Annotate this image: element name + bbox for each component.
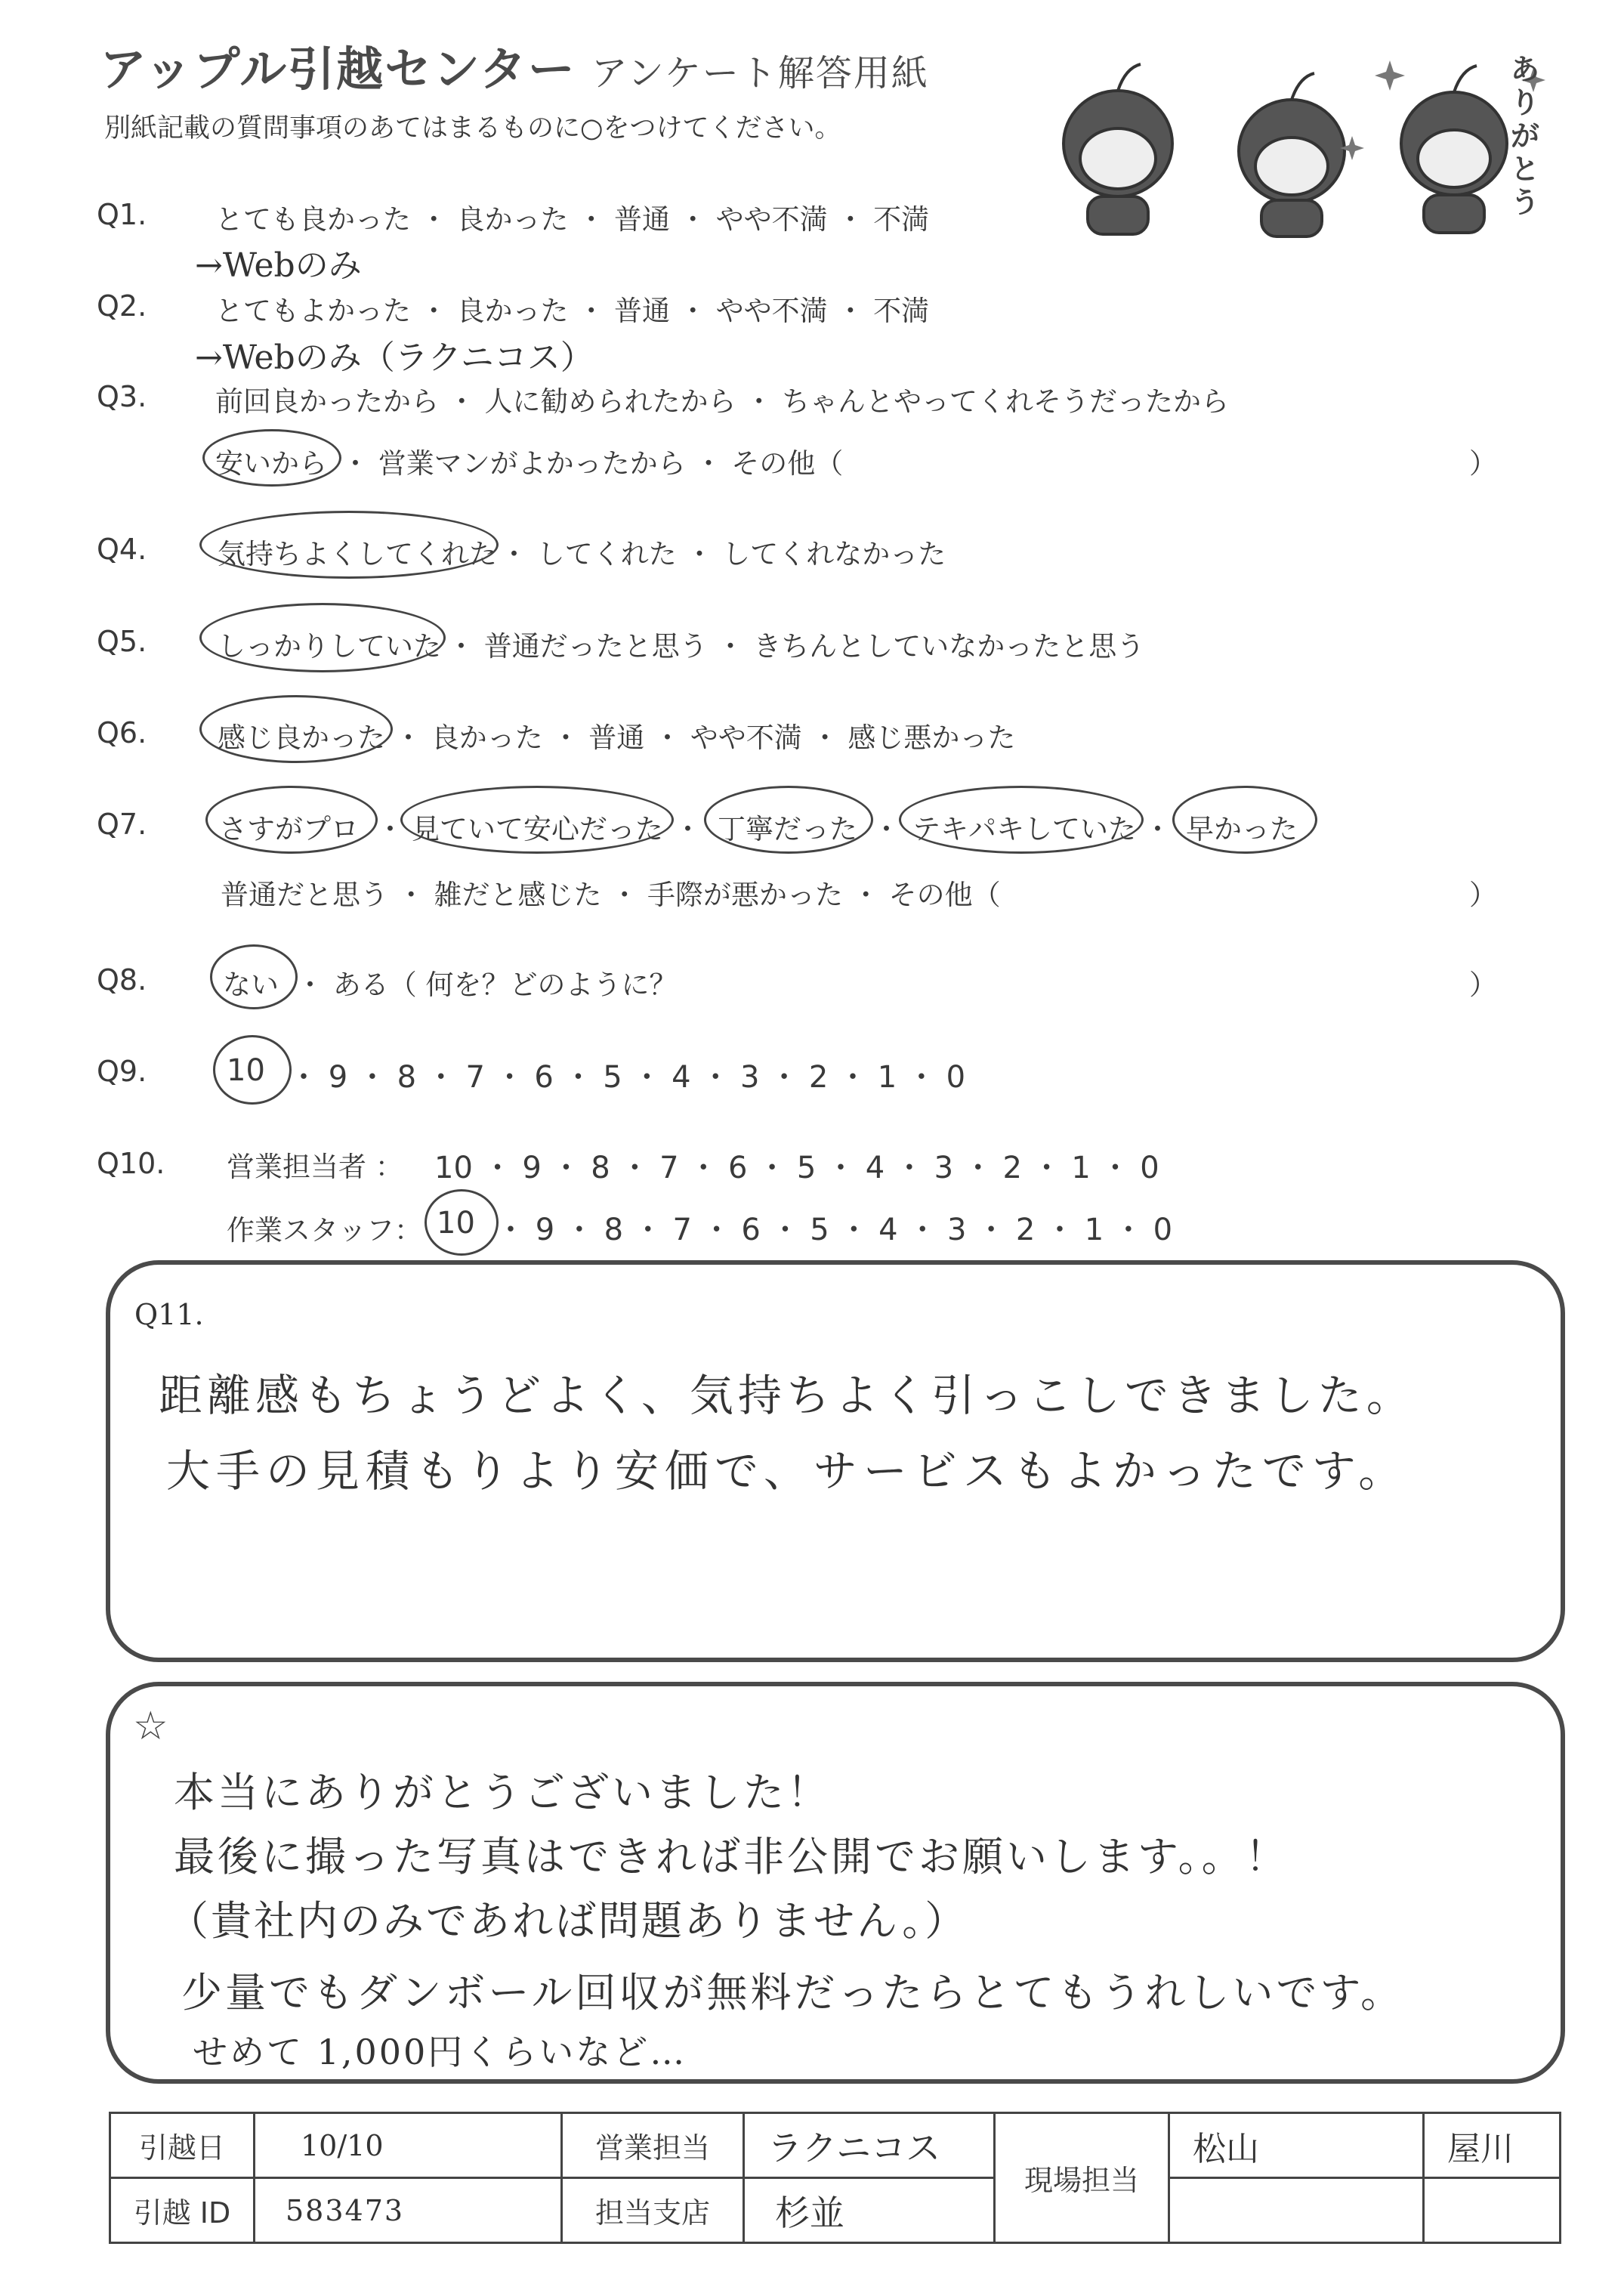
sales-rep-label: 営業担当 bbox=[562, 2113, 744, 2178]
site-staff-value-1: 松山 bbox=[1169, 2113, 1424, 2178]
q7-option-reassuring[interactable]: 見ていて安心だった bbox=[412, 813, 663, 845]
q10-staff-option-10[interactable]: 10 bbox=[437, 1206, 475, 1241]
answer-circle bbox=[199, 511, 499, 579]
q3-label: Q3. bbox=[97, 380, 147, 413]
mascot-illustration bbox=[1035, 45, 1579, 242]
q9-scale-rest[interactable]: ・ 9 ・ 8 ・ 7 ・ 6 ・ 5 ・ 4 ・ 3 ・ 2 ・ 1 ・ 0 bbox=[289, 1060, 966, 1095]
q3-close-paren: ） bbox=[1469, 447, 1497, 480]
answer-circle bbox=[199, 603, 446, 672]
answer-circle bbox=[213, 1035, 292, 1105]
answer-circle bbox=[205, 786, 378, 854]
answer-circle bbox=[899, 786, 1144, 854]
q4-options-rest[interactable]: ・ してくれた ・ してくれなかった bbox=[500, 538, 946, 570]
answer-circle bbox=[400, 786, 674, 854]
q9-option-10[interactable]: 10 bbox=[227, 1053, 265, 1088]
q6-option-good-feeling[interactable]: 感じ良かった bbox=[218, 722, 385, 754]
site-staff-label: 現場担当 bbox=[995, 2113, 1169, 2243]
q7-option-polite[interactable]: 丁寧だった bbox=[718, 813, 857, 845]
move-id-value: 583473 bbox=[255, 2178, 562, 2243]
q7-dot: ・ bbox=[674, 813, 702, 845]
company-name: アップル引越センター bbox=[100, 42, 576, 97]
move-date-value: 10/10 bbox=[255, 2113, 562, 2178]
sales-rep-value: ラクニコス bbox=[744, 2113, 995, 2178]
q9-label: Q9. bbox=[97, 1055, 147, 1088]
q7-label: Q7. bbox=[97, 808, 147, 841]
instruction-text: 別紙記載の質問事項のあてはまるものに○をつけてください。 bbox=[104, 113, 841, 144]
q5-label: Q5. bbox=[97, 625, 147, 658]
q11-comment-line2: 大手の見積もりより安価で、サービスもよかったです。 bbox=[166, 1445, 1409, 1497]
site-staff-value-2: 屋川 bbox=[1424, 2113, 1561, 2178]
q4-option-pleasant[interactable]: 気持ちよくしてくれた bbox=[218, 538, 497, 570]
q6-label: Q6. bbox=[97, 716, 147, 749]
q10-label: Q10. bbox=[97, 1147, 165, 1180]
q1-handwritten-note: →Webのみ bbox=[195, 246, 362, 285]
mascot-caption: ありがとう bbox=[1511, 53, 1540, 219]
monkey-icon bbox=[1064, 64, 1172, 234]
q10-sales-label: 営業担当者 ： bbox=[227, 1151, 403, 1183]
monkey-icon bbox=[1239, 73, 1345, 236]
move-date-label: 引越日 bbox=[110, 2113, 255, 2178]
q7-options-line2[interactable]: 普通だと思う ・ 雑だと感じた ・ 手際が悪かった ・ その他（ bbox=[221, 879, 1001, 911]
branch-label: 担当支店 bbox=[562, 2178, 744, 2243]
comment-line4: 少量でもダンボール回収が無料だったらとてもうれしいです。 bbox=[181, 1969, 1405, 2016]
q7-dot: ・ bbox=[376, 813, 404, 845]
q5-options-rest[interactable]: ・ 普通だったと思う ・ きちんとしていなかったと思う bbox=[447, 630, 1145, 663]
move-id-label: 引越 ID bbox=[110, 2178, 255, 2243]
empty-cell bbox=[1424, 2178, 1561, 2243]
star-icon: ☆ bbox=[133, 1704, 168, 1749]
q7-option-fast[interactable]: 早かった bbox=[1186, 813, 1298, 845]
q11-label: Q11. bbox=[134, 1298, 204, 1331]
q8-label: Q8. bbox=[97, 963, 147, 997]
monkey-icon bbox=[1401, 66, 1507, 233]
q3-option-cheap[interactable]: 安いから bbox=[215, 447, 327, 480]
q1-options[interactable]: とても良かった ・ 良かった ・ 普通 ・ やや不満 ・ 不満 bbox=[215, 203, 930, 236]
q6-options-rest[interactable]: ・ 良かった ・ 普通 ・ やや不満 ・ 感じ悪かった bbox=[394, 722, 1016, 754]
comment-line2: 最後に撮った写真はできれば非公開でお願いします。。！ bbox=[174, 1833, 1289, 1880]
q10-staff-scale-rest[interactable]: ・ 9 ・ 8 ・ 7 ・ 6 ・ 5 ・ 4 ・ 3 ・ 2 ・ 1 ・ 0 bbox=[496, 1213, 1173, 1247]
q2-options[interactable]: とてもよかった ・ 良かった ・ 普通 ・ やや不満 ・ 不満 bbox=[215, 295, 930, 327]
q10-sales-scale[interactable]: 10 ・ 9 ・ 8 ・ 7 ・ 6 ・ 5 ・ 4 ・ 3 ・ 2 ・ 1 ・ 0 bbox=[434, 1151, 1159, 1185]
q7-close-paren: ） bbox=[1469, 879, 1497, 911]
form-title bbox=[100, 32, 929, 99]
q5-option-solid[interactable]: しっかりしていた bbox=[218, 630, 441, 663]
comment-line5: せめて 1,000円くらいなど… bbox=[193, 2032, 687, 2072]
q11-comment-line1: 距離感もちょうどよく、気持ちよく引っこしできました。 bbox=[159, 1370, 1415, 1421]
comment-line1: 本当にありがとうございました！ bbox=[174, 1769, 831, 1816]
q10-staff-label: 作業スタッフ： bbox=[227, 1214, 422, 1247]
q3-options-line1[interactable]: 前回良かったから ・ 人に勧められたから ・ ちゃんとやってくれそうだったから bbox=[215, 385, 1230, 418]
comment-line3: （貴社内のみであれば問題ありません。） bbox=[168, 1897, 968, 1945]
branch-value: 杉並 bbox=[744, 2178, 995, 2243]
q7-dot: ・ bbox=[1144, 813, 1172, 845]
q2-handwritten-note: →Webのみ（ラクニコス） bbox=[195, 338, 594, 377]
answer-circle bbox=[425, 1189, 499, 1256]
answer-circle bbox=[704, 786, 873, 854]
q7-dot: ・ bbox=[872, 813, 900, 845]
q7-option-pro[interactable]: さすがプロ bbox=[219, 813, 359, 845]
form-subtitle: アンケート解答用紙 bbox=[591, 52, 929, 94]
answer-circle bbox=[210, 944, 298, 1009]
answer-circle bbox=[199, 695, 393, 763]
comment-box bbox=[106, 1682, 1565, 2084]
q8-close-paren: ） bbox=[1469, 969, 1497, 1001]
q3-options-line2[interactable]: ・ 営業マンがよかったから ・ その他（ bbox=[341, 447, 844, 480]
move-info-table bbox=[109, 2112, 1561, 2244]
q2-label: Q2. bbox=[97, 289, 147, 323]
q7-option-efficient[interactable]: テキパキしていた bbox=[912, 813, 1136, 845]
empty-cell bbox=[1169, 2178, 1424, 2243]
q4-label: Q4. bbox=[97, 533, 147, 566]
q8-option-none[interactable]: ない bbox=[223, 969, 279, 1001]
q1-label: Q1. bbox=[97, 198, 147, 231]
answer-circle bbox=[202, 429, 341, 487]
q8-options-rest[interactable]: ・ ある（ 何を？どのように？ bbox=[296, 969, 678, 1001]
answer-circle bbox=[1172, 786, 1317, 854]
